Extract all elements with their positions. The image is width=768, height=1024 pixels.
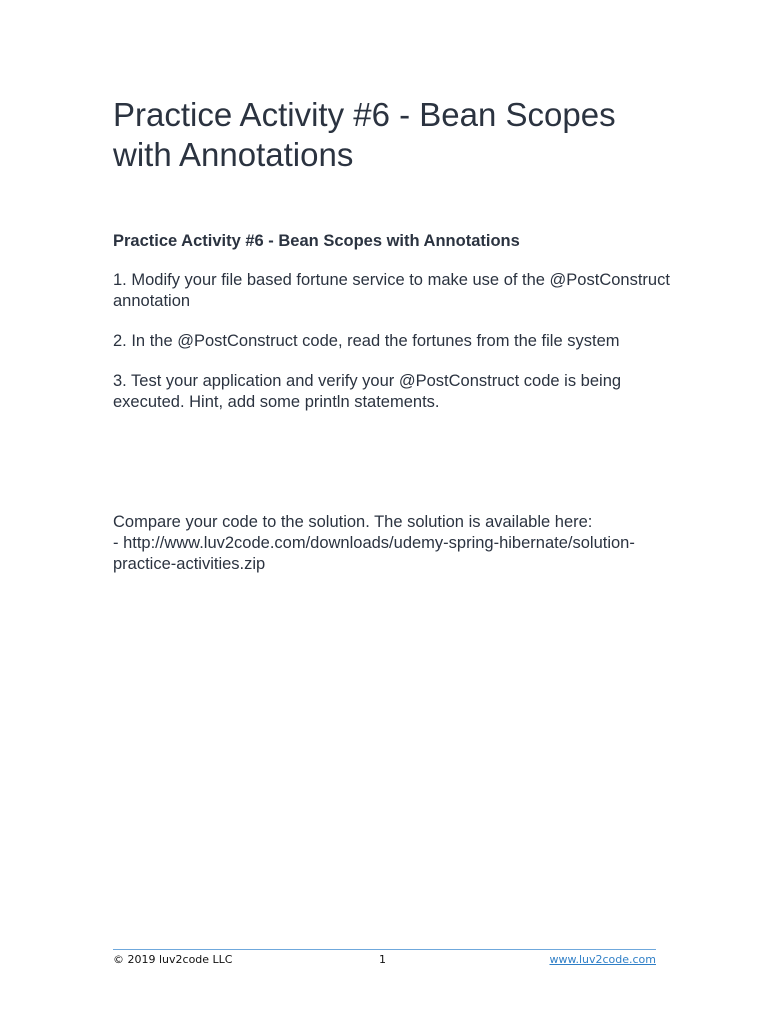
footer-divider (113, 949, 656, 950)
page-title: Practice Activity #6 - Bean Scopes with Annotations (113, 96, 616, 173)
solution-intro: Compare your code to the solution. The solution is available here: (113, 513, 593, 531)
solution-link-text: - http://www.luv2code.com/downloads/udemy-spring-hibernate/solution-practice-activities.zip (113, 534, 635, 573)
step-3: 3. Test your application and verify your @PostConstruct code is being executed. Hint, add some println statements. (113, 372, 622, 411)
page-footer (113, 953, 656, 969)
solution-section (113, 512, 673, 575)
section-heading: Practice Activity #6 - Bean Scopes with Annotations (113, 232, 520, 250)
step-2: 2. In the @PostConstruct code, read the fortunes from the file system (113, 332, 620, 350)
footer-page-number: 1 (379, 953, 386, 966)
footer-copyright: © 2019 luv2code LLC (113, 953, 233, 966)
step-1: 1. Modify your file based fortune service to make use of the @PostConstruct annotation (113, 271, 670, 310)
activity-content (113, 231, 673, 432)
footer-website-link[interactable]: www.luv2code.com (549, 953, 656, 966)
